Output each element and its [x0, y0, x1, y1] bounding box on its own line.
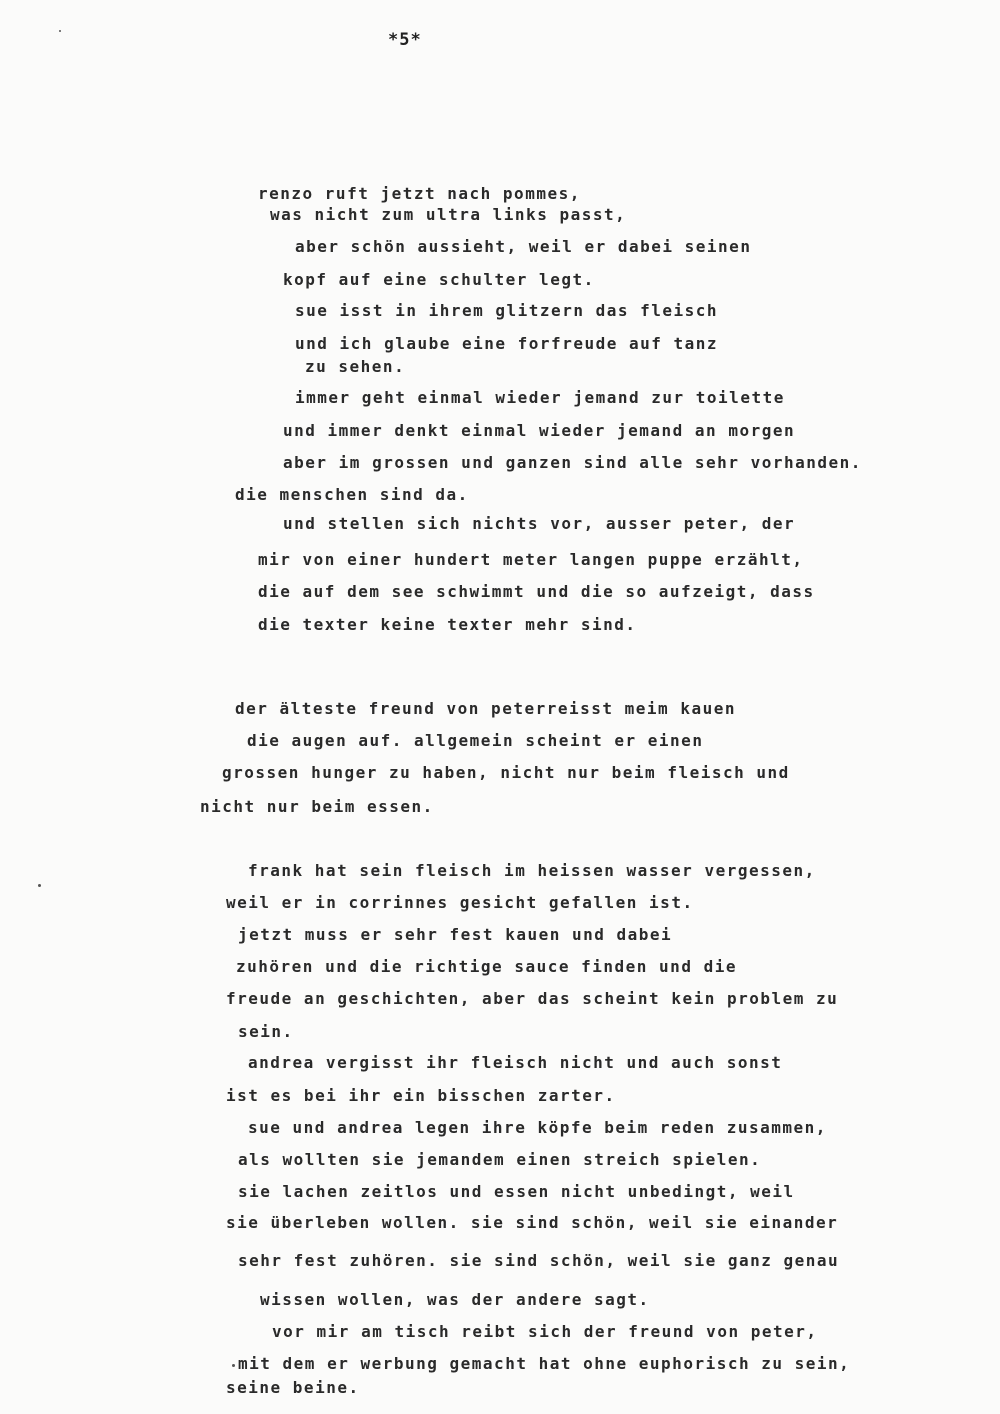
text-line: aber im grossen und ganzen sind alle sehr vorhanden.: [283, 453, 862, 472]
text-line: frank hat sein fleisch im heissen wasser vergessen,: [248, 861, 816, 880]
text-line: freude an geschichten, aber das scheint kein problem zu: [226, 989, 839, 1008]
text-line: immer geht einmal wieder jemand zur toilette: [295, 388, 785, 407]
text-line: sue und andrea legen ihre köpfe beim reden zusammen,: [248, 1118, 827, 1137]
paper-speck: [232, 1364, 235, 1367]
text-line: andrea vergisst ihr fleisch nicht und auch sonst: [248, 1053, 783, 1072]
text-line: und immer denkt einmal wieder jemand an morgen: [283, 421, 796, 440]
text-line: seine beine.: [226, 1378, 360, 1397]
text-line: die auf dem see schwimmt und die so aufzeigt, dass: [258, 582, 815, 601]
text-line: jetzt muss er sehr fest kauen und dabei: [238, 925, 673, 944]
text-line: und ich glaube eine forfreude auf tanz: [295, 334, 719, 353]
text-line: was nicht zum ultra links passt,: [270, 205, 627, 224]
text-line: nicht nur beim essen.: [200, 797, 434, 816]
paper-speck: [38, 884, 41, 887]
text-line: zu sehen.: [305, 357, 406, 376]
text-line: sie lachen zeitlos und essen nicht unbedingt, weil: [238, 1182, 795, 1201]
text-line: mit dem er werbung gemacht hat ohne euphorisch zu sein,: [238, 1354, 851, 1373]
text-line: sein.: [238, 1022, 294, 1041]
text-line: aber schön aussieht, weil er dabei seinen: [295, 237, 752, 256]
text-line: die texter keine texter mehr sind.: [258, 615, 637, 634]
text-line: mir von einer hundert meter langen puppe erzählt,: [258, 550, 804, 569]
text-line: renzo ruft jetzt nach pommes,: [258, 184, 581, 203]
text-line: wissen wollen, was der andere sagt.: [260, 1290, 650, 1309]
page-number: *5*: [388, 30, 422, 50]
text-line: zuhören und die richtige sauce finden und die: [236, 957, 737, 976]
text-line: grossen hunger zu haben, nicht nur beim fleisch und: [222, 763, 790, 782]
text-line: und stellen sich nichts vor, ausser peter, der: [283, 514, 796, 533]
text-line: die menschen sind da.: [235, 485, 469, 504]
text-line: weil er in corrinnes gesicht gefallen ist.: [226, 893, 694, 912]
text-line: sehr fest zuhören. sie sind schön, weil sie ganz genau: [238, 1251, 840, 1270]
text-line: der älteste freund von peterreisst meim kauen: [235, 699, 736, 718]
text-line: sue isst in ihrem glitzern das fleisch: [295, 301, 719, 320]
paper-speck: [59, 30, 61, 32]
text-line: ist es bei ihr ein bisschen zarter.: [226, 1086, 616, 1105]
text-line: die augen auf. allgemein scheint er einen: [247, 731, 704, 750]
text-line: als wollten sie jemandem einen streich spielen.: [238, 1150, 762, 1169]
text-line: vor mir am tisch reibt sich der freund von peter,: [272, 1322, 818, 1341]
text-line: sie überleben wollen. sie sind schön, weil sie einander: [226, 1213, 839, 1232]
text-line: kopf auf eine schulter legt.: [283, 270, 595, 289]
